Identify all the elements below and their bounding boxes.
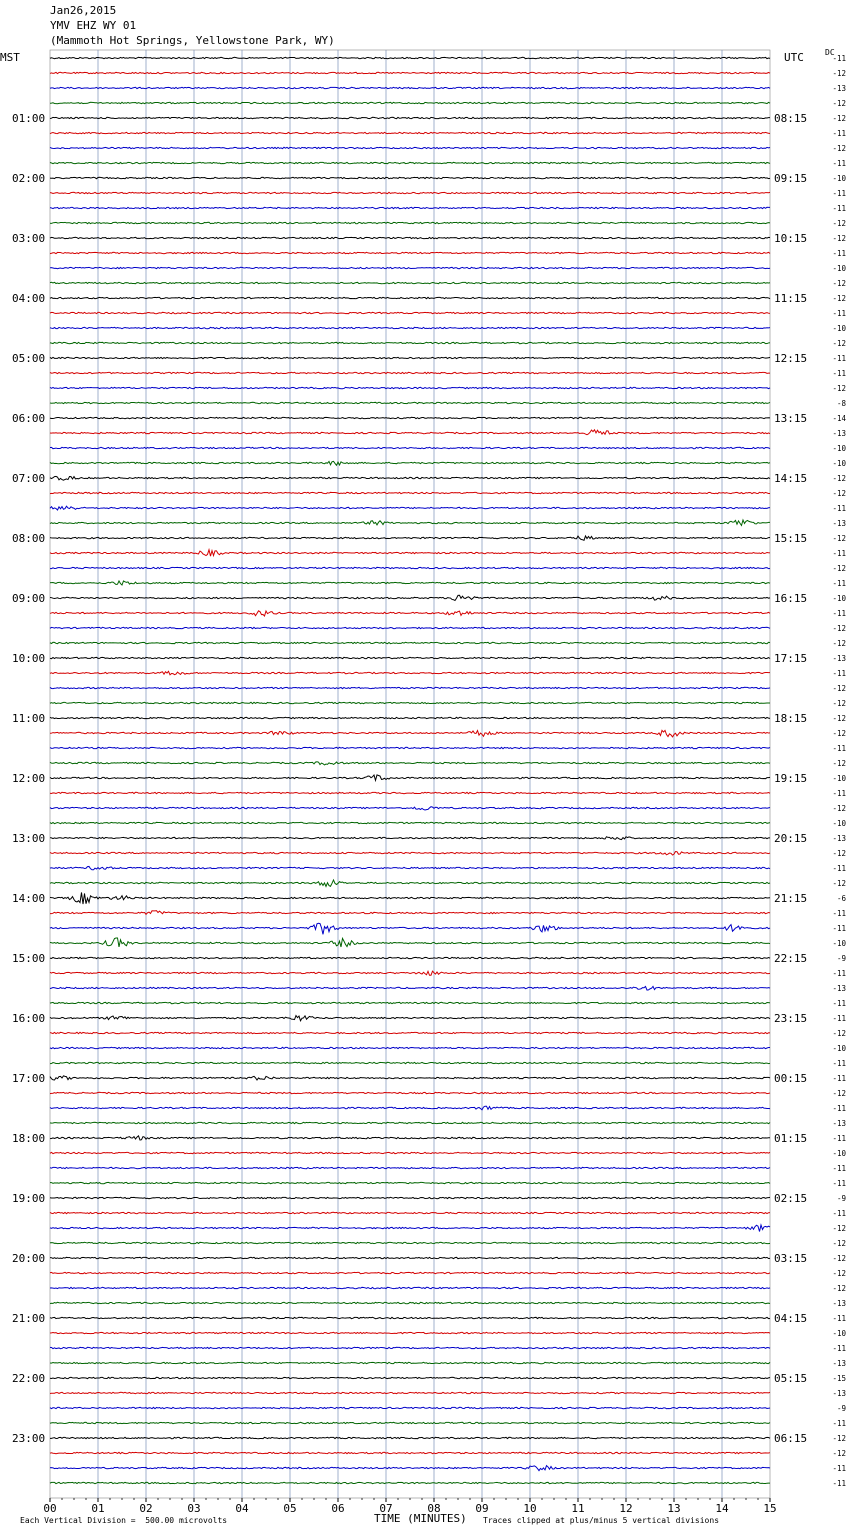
hour-label-mst: 06:00 bbox=[12, 412, 46, 425]
hour-label-utc: 19:15 bbox=[774, 772, 808, 785]
dc-offset-value: -12 bbox=[832, 1269, 846, 1278]
dc-offset-value: -12 bbox=[832, 279, 846, 288]
x-tick-label: 08 bbox=[427, 1502, 441, 1515]
trace-row bbox=[50, 1257, 770, 1258]
dc-offset-value: -11 bbox=[832, 1479, 846, 1488]
trace-row bbox=[50, 1437, 770, 1438]
trace-row bbox=[50, 1377, 770, 1378]
trace-row bbox=[50, 1302, 770, 1303]
dc-offset-value: -11 bbox=[832, 189, 846, 198]
trace-row bbox=[50, 102, 770, 103]
hour-label-mst: 22:00 bbox=[12, 1372, 46, 1385]
trace-row bbox=[50, 1392, 770, 1393]
hour-label-mst: 18:00 bbox=[12, 1132, 46, 1145]
trace-row bbox=[50, 1016, 770, 1021]
dc-offset-value: -11 bbox=[832, 909, 846, 918]
trace-row bbox=[50, 1332, 770, 1333]
dc-offset-value: -11 bbox=[832, 1014, 846, 1023]
dc-offset-value: -10 bbox=[832, 594, 846, 603]
dc-offset-value: -12 bbox=[832, 879, 846, 888]
hour-label-utc: 02:15 bbox=[774, 1192, 808, 1205]
trace-row bbox=[50, 312, 770, 313]
left-timezone-label: MST bbox=[0, 51, 20, 64]
dc-offset-value: -10 bbox=[832, 1149, 846, 1158]
trace-row bbox=[50, 1002, 770, 1003]
x-tick-label: 03 bbox=[187, 1502, 201, 1515]
hour-label-mst: 02:00 bbox=[12, 172, 46, 185]
hour-label-mst: 15:00 bbox=[12, 952, 46, 965]
trace-row bbox=[50, 342, 770, 343]
trace-row bbox=[50, 911, 770, 915]
trace-row bbox=[50, 282, 770, 283]
trace-row bbox=[50, 177, 770, 178]
trace-row bbox=[50, 595, 770, 600]
dc-offset-value: -13 bbox=[832, 654, 846, 663]
dc-offset-value: -12 bbox=[832, 1029, 846, 1038]
x-tick-label: 09 bbox=[475, 1502, 489, 1515]
dc-offset-value: -13 bbox=[832, 984, 846, 993]
hour-label-utc: 17:15 bbox=[774, 652, 808, 665]
seismic-traces bbox=[50, 57, 770, 1483]
dc-offset-value: -11 bbox=[832, 969, 846, 978]
trace-row bbox=[50, 581, 770, 585]
trace-row bbox=[50, 387, 770, 388]
dc-offset-value: -12 bbox=[832, 564, 846, 573]
trace-row bbox=[50, 687, 770, 688]
dc-offset-value: -14 bbox=[832, 414, 846, 423]
trace-row bbox=[50, 837, 770, 840]
trace-row bbox=[50, 671, 770, 675]
trace-row bbox=[50, 567, 770, 568]
trace-row bbox=[50, 762, 770, 765]
trace-row bbox=[50, 476, 770, 480]
x-tick-label: 02 bbox=[139, 1502, 153, 1515]
hour-label-mst: 16:00 bbox=[12, 1012, 46, 1025]
dc-offset-value: -12 bbox=[832, 759, 846, 768]
hour-label-utc: 08:15 bbox=[774, 112, 808, 125]
dc-offset-value: -8 bbox=[836, 399, 846, 408]
header-date: Jan26,2015 bbox=[50, 4, 117, 17]
dc-offset-value: -11 bbox=[832, 129, 846, 138]
dc-offset-value: -12 bbox=[832, 1284, 846, 1293]
hour-label-mst: 13:00 bbox=[12, 832, 46, 845]
dc-offset-value: -11 bbox=[832, 669, 846, 678]
hour-label-utc: 16:15 bbox=[774, 592, 808, 605]
trace-row bbox=[50, 1422, 770, 1423]
trace-row bbox=[50, 372, 770, 373]
hour-label-mst: 21:00 bbox=[12, 1312, 46, 1325]
trace-row bbox=[50, 822, 770, 823]
hour-label-utc: 05:15 bbox=[774, 1372, 808, 1385]
trace-row bbox=[50, 1122, 770, 1123]
hour-label-mst: 14:00 bbox=[12, 892, 46, 905]
hour-label-mst: 03:00 bbox=[12, 232, 46, 245]
hour-label-utc: 21:15 bbox=[774, 892, 808, 905]
trace-row bbox=[50, 986, 770, 990]
trace-row bbox=[50, 492, 770, 493]
trace-row bbox=[50, 642, 770, 643]
trace-row bbox=[50, 1076, 770, 1080]
hour-label-utc: 09:15 bbox=[774, 172, 808, 185]
trace-row bbox=[50, 132, 770, 133]
trace-row bbox=[50, 1092, 770, 1093]
trace-row bbox=[50, 1407, 770, 1408]
dc-offset-value: -11 bbox=[832, 579, 846, 588]
dc-offset-value: -11 bbox=[832, 369, 846, 378]
trace-row bbox=[50, 1347, 770, 1348]
hour-label-mst: 23:00 bbox=[12, 1432, 46, 1445]
dc-offset-value: -10 bbox=[832, 459, 846, 468]
hour-label-utc: 01:15 bbox=[774, 1132, 808, 1145]
dc-offset-value: -12 bbox=[832, 1254, 846, 1263]
dc-offset-value: -10 bbox=[832, 444, 846, 453]
trace-row bbox=[50, 880, 770, 886]
dc-offset-value: -11 bbox=[832, 204, 846, 213]
trace-row bbox=[50, 1136, 770, 1140]
header-station: YMV EHZ WY 01 bbox=[50, 19, 137, 32]
footer-clip-note: Traces clipped at plus/minus 5 vertical divisions bbox=[483, 1516, 720, 1525]
dc-offset-value: -9 bbox=[836, 1194, 846, 1203]
x-tick-label: 12 bbox=[619, 1502, 633, 1515]
dc-offset-value: -11 bbox=[832, 999, 846, 1008]
trace-row bbox=[50, 957, 770, 958]
dc-offset-value: -15 bbox=[832, 1374, 846, 1383]
dc-offset-value: -11 bbox=[832, 504, 846, 513]
x-tick-label: 10 bbox=[523, 1502, 537, 1515]
dc-offset-value: -10 bbox=[832, 819, 846, 828]
trace-row bbox=[50, 550, 770, 556]
hour-label-mst: 10:00 bbox=[12, 652, 46, 665]
trace-row bbox=[50, 1287, 770, 1288]
trace-row bbox=[50, 147, 770, 148]
dc-offset-value: -12 bbox=[832, 1089, 846, 1098]
trace-row bbox=[50, 1212, 770, 1213]
trace-row bbox=[50, 417, 770, 418]
dc-offset-labels bbox=[832, 54, 846, 1488]
dc-offset-value: -12 bbox=[832, 144, 846, 153]
dc-offset-value: -13 bbox=[832, 834, 846, 843]
dc-offset-value: -11 bbox=[832, 789, 846, 798]
hour-label-mst: 09:00 bbox=[12, 592, 46, 605]
hour-label-mst: 12:00 bbox=[12, 772, 46, 785]
trace-row bbox=[50, 1062, 770, 1063]
dc-offset-value: -11 bbox=[832, 1419, 846, 1428]
dc-offset-value: -11 bbox=[832, 1209, 846, 1218]
dc-offset-value: -11 bbox=[832, 1134, 846, 1143]
hour-label-utc: 20:15 bbox=[774, 832, 808, 845]
dc-offset-value: -12 bbox=[832, 339, 846, 348]
trace-row bbox=[50, 87, 770, 88]
trace-row bbox=[50, 162, 770, 163]
trace-row bbox=[50, 1317, 770, 1318]
hour-label-utc: 11:15 bbox=[774, 292, 808, 305]
dc-offset-value: -11 bbox=[832, 1179, 846, 1188]
trace-row bbox=[50, 461, 770, 465]
dc-offset-value: -11 bbox=[832, 354, 846, 363]
dc-offset-value: -10 bbox=[832, 324, 846, 333]
dc-offset-value: -10 bbox=[832, 264, 846, 273]
trace-row bbox=[50, 357, 770, 358]
dc-offset-value: -10 bbox=[832, 1044, 846, 1053]
dc-offset-value: -12 bbox=[832, 99, 846, 108]
trace-row bbox=[50, 971, 770, 975]
dc-offset-value: -11 bbox=[832, 1104, 846, 1113]
hour-label-mst: 19:00 bbox=[12, 1192, 46, 1205]
dc-label: DC bbox=[825, 48, 835, 57]
dc-offset-value: -11 bbox=[832, 54, 846, 63]
trace-row bbox=[50, 657, 770, 658]
trace-row bbox=[50, 222, 770, 223]
x-tick-label: 07 bbox=[379, 1502, 393, 1515]
dc-offset-value: -12 bbox=[832, 1449, 846, 1458]
hour-label-utc: 04:15 bbox=[774, 1312, 808, 1325]
hour-label-utc: 00:15 bbox=[774, 1072, 808, 1085]
trace-row bbox=[50, 297, 770, 298]
dc-offset-value: -11 bbox=[832, 309, 846, 318]
trace-row bbox=[50, 506, 770, 510]
dc-offset-value: -13 bbox=[832, 429, 846, 438]
hour-label-mst: 17:00 bbox=[12, 1072, 46, 1085]
trace-row bbox=[50, 192, 770, 193]
trace-row bbox=[50, 866, 770, 869]
hour-label-utc: 23:15 bbox=[774, 1012, 808, 1025]
trace-row bbox=[50, 1106, 770, 1110]
dc-offset-value: -12 bbox=[832, 1239, 846, 1248]
dc-offset-value: -12 bbox=[832, 1224, 846, 1233]
right-timezone-label: UTC bbox=[784, 51, 804, 64]
trace-row bbox=[50, 1362, 770, 1363]
x-tick-label: 05 bbox=[283, 1502, 297, 1515]
trace-row bbox=[50, 1152, 770, 1153]
trace-row bbox=[50, 747, 770, 748]
dc-offset-value: -13 bbox=[832, 519, 846, 528]
dc-offset-value: -11 bbox=[832, 1164, 846, 1173]
hour-label-mst: 11:00 bbox=[12, 712, 46, 725]
dc-offset-value: -12 bbox=[832, 294, 846, 303]
dc-offset-value: -11 bbox=[832, 1059, 846, 1068]
x-tick-label: 13 bbox=[667, 1502, 681, 1515]
trace-row bbox=[50, 717, 770, 718]
dc-offset-value: -12 bbox=[832, 219, 846, 228]
dc-offset-value: -12 bbox=[832, 729, 846, 738]
trace-row bbox=[50, 430, 770, 435]
trace-row bbox=[50, 1242, 770, 1243]
dc-offset-value: -13 bbox=[832, 84, 846, 93]
trace-row bbox=[50, 852, 770, 856]
dc-offset-value: -12 bbox=[832, 534, 846, 543]
dc-offset-value: -10 bbox=[832, 939, 846, 948]
trace-row bbox=[50, 792, 770, 793]
dc-offset-value: -13 bbox=[832, 1299, 846, 1308]
x-tick-label: 04 bbox=[235, 1502, 249, 1515]
footer-scale-note: Each Vertical Division = 500.00 microvolts bbox=[20, 1516, 228, 1525]
trace-row bbox=[50, 1466, 770, 1471]
trace-row bbox=[50, 627, 770, 628]
dc-offset-value: -9 bbox=[836, 1404, 846, 1413]
x-tick-label: 06 bbox=[331, 1502, 345, 1515]
trace-row bbox=[50, 1482, 770, 1483]
x-tick-label: 14 bbox=[715, 1502, 729, 1515]
dc-offset-value: -13 bbox=[832, 1119, 846, 1128]
dc-offset-value: -12 bbox=[832, 639, 846, 648]
dc-offset-value: -11 bbox=[832, 159, 846, 168]
dc-offset-value: -11 bbox=[832, 744, 846, 753]
trace-row bbox=[50, 938, 770, 947]
trace-row bbox=[50, 923, 770, 934]
dc-offset-value: -12 bbox=[832, 699, 846, 708]
trace-row bbox=[50, 267, 770, 268]
trace-row bbox=[50, 402, 770, 403]
hour-label-utc: 06:15 bbox=[774, 1432, 808, 1445]
dc-offset-value: -12 bbox=[832, 474, 846, 483]
trace-row bbox=[50, 520, 770, 526]
trace-row bbox=[50, 892, 770, 904]
hour-label-utc: 03:15 bbox=[774, 1252, 808, 1265]
trace-row bbox=[50, 536, 770, 540]
x-axis-title: TIME (MINUTES) bbox=[374, 1512, 467, 1525]
dc-offset-value: -12 bbox=[832, 624, 846, 633]
dc-offset-value: -12 bbox=[832, 1434, 846, 1443]
dc-offset-value: -12 bbox=[832, 69, 846, 78]
x-tick-label: 00 bbox=[43, 1502, 57, 1515]
hour-label-mst: 07:00 bbox=[12, 472, 46, 485]
trace-row bbox=[50, 1452, 770, 1453]
hour-label-utc: 12:15 bbox=[774, 352, 808, 365]
trace-row bbox=[50, 237, 770, 238]
trace-row bbox=[50, 1047, 770, 1048]
trace-row bbox=[50, 807, 770, 810]
dc-offset-value: -11 bbox=[832, 864, 846, 873]
trace-row bbox=[50, 252, 770, 253]
trace-row bbox=[50, 327, 770, 328]
dc-offset-value: -10 bbox=[832, 1329, 846, 1338]
x-tick-label: 11 bbox=[571, 1502, 585, 1515]
right-hour-labels bbox=[774, 112, 807, 1445]
dc-offset-value: -10 bbox=[832, 774, 846, 783]
hour-label-mst: 04:00 bbox=[12, 292, 46, 305]
dc-offset-value: -11 bbox=[832, 924, 846, 933]
trace-row bbox=[50, 730, 770, 736]
trace-row bbox=[50, 72, 770, 73]
dc-offset-value: -11 bbox=[832, 249, 846, 258]
trace-row bbox=[50, 207, 770, 208]
hour-label-mst: 08:00 bbox=[12, 532, 46, 545]
hour-label-utc: 10:15 bbox=[774, 232, 808, 245]
hour-label-mst: 20:00 bbox=[12, 1252, 46, 1265]
dc-offset-value: -12 bbox=[832, 849, 846, 858]
dc-offset-value: -13 bbox=[832, 1359, 846, 1368]
dc-offset-value: -12 bbox=[832, 714, 846, 723]
dc-offset-value: -12 bbox=[832, 114, 846, 123]
dc-offset-value: -10 bbox=[832, 174, 846, 183]
trace-row bbox=[50, 447, 770, 448]
trace-row bbox=[50, 57, 770, 58]
dc-offset-value: -9 bbox=[836, 954, 846, 963]
dc-offset-value: -11 bbox=[832, 549, 846, 558]
trace-row bbox=[50, 611, 770, 616]
hour-label-utc: 22:15 bbox=[774, 952, 808, 965]
x-tick-label: 01 bbox=[91, 1502, 105, 1515]
header-location: (Mammoth Hot Springs, Yellowstone Park, WY) bbox=[50, 34, 335, 47]
dc-offset-value: -12 bbox=[832, 384, 846, 393]
trace-row bbox=[50, 1225, 770, 1231]
hour-label-mst: 05:00 bbox=[12, 352, 46, 365]
dc-offset-value: -11 bbox=[832, 1314, 846, 1323]
dc-offset-value: -12 bbox=[832, 684, 846, 693]
trace-row bbox=[50, 775, 770, 780]
hour-label-utc: 18:15 bbox=[774, 712, 808, 725]
hour-label-utc: 15:15 bbox=[774, 532, 808, 545]
trace-row bbox=[50, 1272, 770, 1273]
hour-label-mst: 01:00 bbox=[12, 112, 46, 125]
trace-row bbox=[50, 1182, 770, 1183]
trace-row bbox=[50, 1032, 770, 1033]
dc-offset-value: -11 bbox=[832, 1074, 846, 1083]
trace-row bbox=[50, 117, 770, 118]
trace-row bbox=[50, 1197, 770, 1198]
dc-offset-value: -12 bbox=[832, 804, 846, 813]
left-hour-labels bbox=[12, 112, 45, 1445]
dc-offset-value: -12 bbox=[832, 234, 846, 243]
trace-row bbox=[50, 1167, 770, 1168]
dc-offset-value: -6 bbox=[836, 894, 846, 903]
x-tick-label: 15 bbox=[763, 1502, 777, 1515]
dc-offset-value: -11 bbox=[832, 609, 846, 618]
dc-offset-value: -13 bbox=[832, 1389, 846, 1398]
trace-row bbox=[50, 702, 770, 703]
hour-label-utc: 14:15 bbox=[774, 472, 808, 485]
dc-offset-value: -11 bbox=[832, 1344, 846, 1353]
dc-offset-value: -11 bbox=[832, 1464, 846, 1473]
hour-label-utc: 13:15 bbox=[774, 412, 808, 425]
dc-offset-value: -12 bbox=[832, 489, 846, 498]
